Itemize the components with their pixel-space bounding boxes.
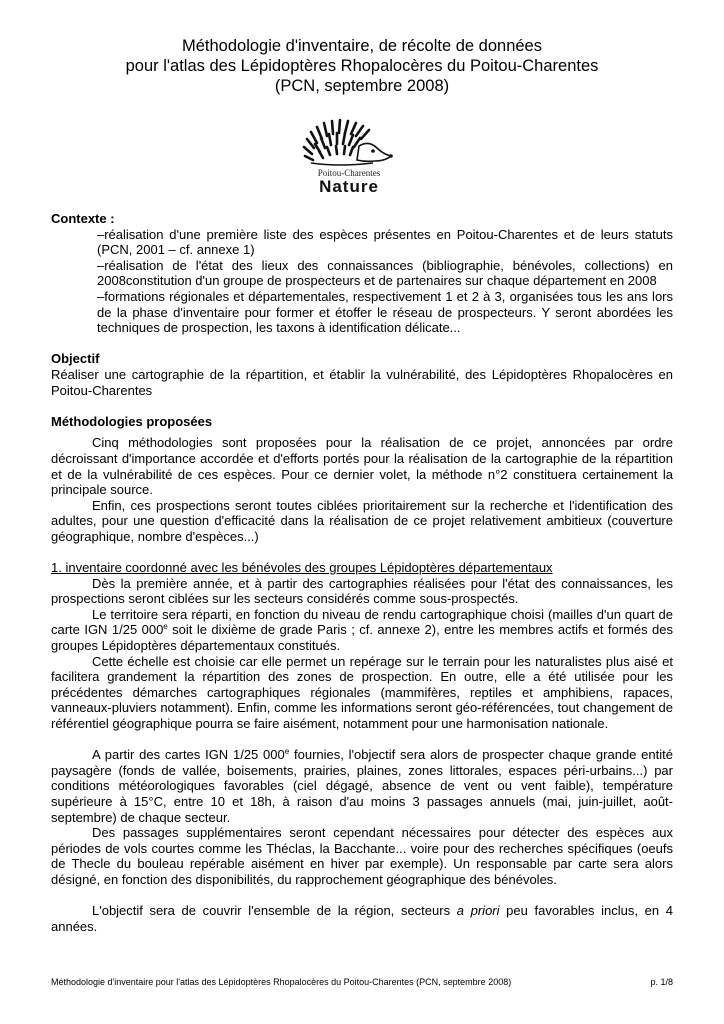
section-1-paragraph-1: Dès la première année, et à partir des cartographies réalisées pour l'état des connaissances, les prospections seront ciblées sur les secteurs considérés comme sous-prospectés. — [51, 575, 673, 607]
logo-text-nature: Nature — [319, 177, 379, 196]
hedgehog-logo-icon — [299, 116, 399, 170]
section-1-paragraph-6: L'objectif sera de couvrir l'ensemble de la région, secteurs a priori peu favorables inclus, en 4 années. — [51, 903, 673, 934]
section-1-paragraph-3: Cette échelle est choisie car elle permet un repérage sur le terrain pour les naturalistes plus aisé et facilitera grandement la répartition des zones de prospection. En outre, elle a été utilisée pour les précédentes démarches cartographiques régionales (mammifères, reptiles et amphibiens, rapaces, vanneaux-pluviers notamment). Enfin, comme les informations seront géo-référencées, tout changement de référentiel géographique pourra se faire aisément, notamment pour une harmonisation nationale. — [51, 653, 673, 731]
objectif-text: Réaliser une cartographie de la répartition, et établir la vulnérabilité, des Lépidoptères Rhopalocères en Poitou-Charentes — [51, 366, 673, 398]
contexte-item-2: –réalisation de l'état des lieux des connaissances (bibliographie, bénévoles, collections) en 2008constitution d'un groupe de prospecteurs et de partenaires sur chaque département en 2008 — [97, 257, 673, 289]
page-number: p. 1/8 — [650, 977, 673, 987]
methodologies-heading: Méthodologies proposées — [51, 413, 213, 429]
document-body — [51, 211, 673, 934]
contexte-item-3: –formations régionales et départementales, respectivement 1 et 2 à 3, organisées tous les ans lors de la phase d'inventaire pour former et étoffer le réseau de prospecteurs. Y seront abordées les techniques de prospection, les taxons à identification délicate... — [97, 288, 673, 336]
methodologies-paragraph-1: Cinq méthodologies sont proposées pour la réalisation de ce projet, annoncées par ordre décroissant d'importance accordée et d'efforts portés pour la réalisation de la cartographie de la répartition et de la vulnérabilité de ces espèces. Pour ce dernier volet, la méthode n°2 constituera certainement la principale source. — [51, 435, 673, 498]
methodologies-paragraph-2: Enfin, ces prospections seront toutes ciblées prioritairement sur la recherche et l'identification des adultes, pour une question d'efficacité dans la réalisation de ce projet relativement ambitieux (couverture géographique, nombre d'espèces...) — [51, 497, 673, 544]
title-line-3: (PCN, septembre 2008) — [274, 77, 450, 95]
contexte-item-1: –réalisation d'une première liste des espèces présentes en Poitou-Charentes et de leurs statuts (PCN, 2001 – cf. annexe 1) — [97, 226, 673, 258]
document-title — [0, 36, 724, 96]
footer-document-title: Méthodologie d'inventaire pour l'atlas des Lépidoptères Rhopalocères du Poitou-Charentes (PCN, septembre 2008) — [51, 977, 512, 987]
contexte-heading: Contexte : — [51, 211, 115, 226]
logo-text-region: Poitou-Charentes — [317, 168, 381, 178]
objectif-heading: Objectif — [51, 351, 100, 367]
poitou-charentes-nature-logo — [299, 116, 399, 198]
title-line-1: Méthodologie d'inventaire, de récolte de données — [182, 37, 542, 55]
section-1-paragraph-4: A partir des cartes IGN 1/25 000e fournies, l'objectif sera alors de prospecter chaque grande entité paysagère (fonds de vallée, boisements, prairies, plaines, zones littorales, espaces péri-urbains...) par conditions météorologiques favorables (ciel dégagé, absence de vent ou vent faible), température supérieure à 15°C, entre 10 et 18h, à raison d'au moins 3 passages annuels (mai, juin-juillet, août-septembre) de chaque secteur. — [51, 747, 673, 825]
title-line-2: pour l'atlas des Lépidoptères Rhopalocères du Poitou-Charentes — [125, 57, 599, 75]
section-1-heading: 1. inventaire coordonné avec les bénévoles des groupes Lépidoptères départementaux — [51, 560, 553, 576]
section-1-paragraph-2: Le territoire sera réparti, en fonction du niveau de rendu cartographique choisi (mailles d'un quart de carte IGN 1/25 000e soit le dixième de grade Paris ; cf. annexe 2), entre les membres actifs et formés des groupes Lépidoptères départementaux constitués. — [51, 606, 673, 654]
section-1-paragraph-5: Des passages supplémentaires seront cependant nécessaires pour détecter des espèces aux périodes de vols courtes comme les Théclas, la Bacchante... voire pour des recherches spécifiques (oeufs de Thecle du bouleau repérable aisément en hiver par exemple). Un responsable par carte sera alors désigné, en fonction des disponibilités, du rapprochement géographique des bénévoles. — [51, 825, 673, 887]
